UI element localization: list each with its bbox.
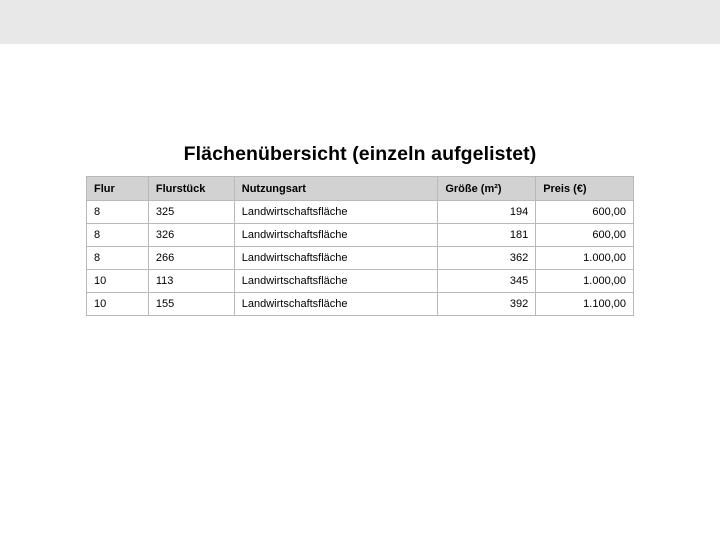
cell-flur: 10 [87, 270, 149, 293]
cell-flurstueck: 326 [148, 224, 234, 247]
cell-flur: 10 [87, 293, 149, 316]
table-header [87, 177, 634, 201]
table-row [87, 293, 634, 316]
column-header-flur: Flur [87, 177, 149, 201]
cell-preis: 1.100,00 [536, 293, 634, 316]
cell-nutzungsart: Landwirtschaftsfläche [234, 247, 438, 270]
cell-nutzungsart: Landwirtschaftsfläche [234, 224, 438, 247]
page-title: Flächenübersicht (einzeln aufgelistet) [183, 143, 537, 165]
column-header-nutzungsart: Nutzungsart [234, 177, 438, 201]
cell-groesse: 194 [438, 201, 536, 224]
table-header-row [87, 177, 634, 201]
cell-groesse: 345 [438, 270, 536, 293]
cell-preis: 600,00 [536, 224, 634, 247]
cell-flur: 8 [87, 247, 149, 270]
cell-preis: 1.000,00 [536, 247, 634, 270]
cell-groesse: 362 [438, 247, 536, 270]
table-row [87, 270, 634, 293]
column-header-preis: Preis (€) [536, 177, 634, 201]
cell-nutzungsart: Landwirtschaftsfläche [234, 270, 438, 293]
cell-preis: 1.000,00 [536, 270, 634, 293]
area-overview-table [86, 176, 634, 316]
column-header-flurstueck: Flurstück [148, 177, 234, 201]
cell-flur: 8 [87, 201, 149, 224]
table-row [87, 224, 634, 247]
cell-flurstueck: 325 [148, 201, 234, 224]
table-row [87, 201, 634, 224]
cell-groesse: 392 [438, 293, 536, 316]
table-body [87, 201, 634, 316]
cell-flurstueck: 113 [148, 270, 234, 293]
cell-nutzungsart: Landwirtschaftsfläche [234, 201, 438, 224]
table [86, 176, 634, 316]
table-row [87, 247, 634, 270]
cell-nutzungsart: Landwirtschaftsfläche [234, 293, 438, 316]
cell-preis: 600,00 [536, 201, 634, 224]
cell-groesse: 181 [438, 224, 536, 247]
cell-flurstueck: 155 [148, 293, 234, 316]
cell-flur: 8 [87, 224, 149, 247]
column-header-groesse: Größe (m²) [438, 177, 536, 201]
cell-flurstueck: 266 [148, 247, 234, 270]
header-band [0, 0, 720, 44]
